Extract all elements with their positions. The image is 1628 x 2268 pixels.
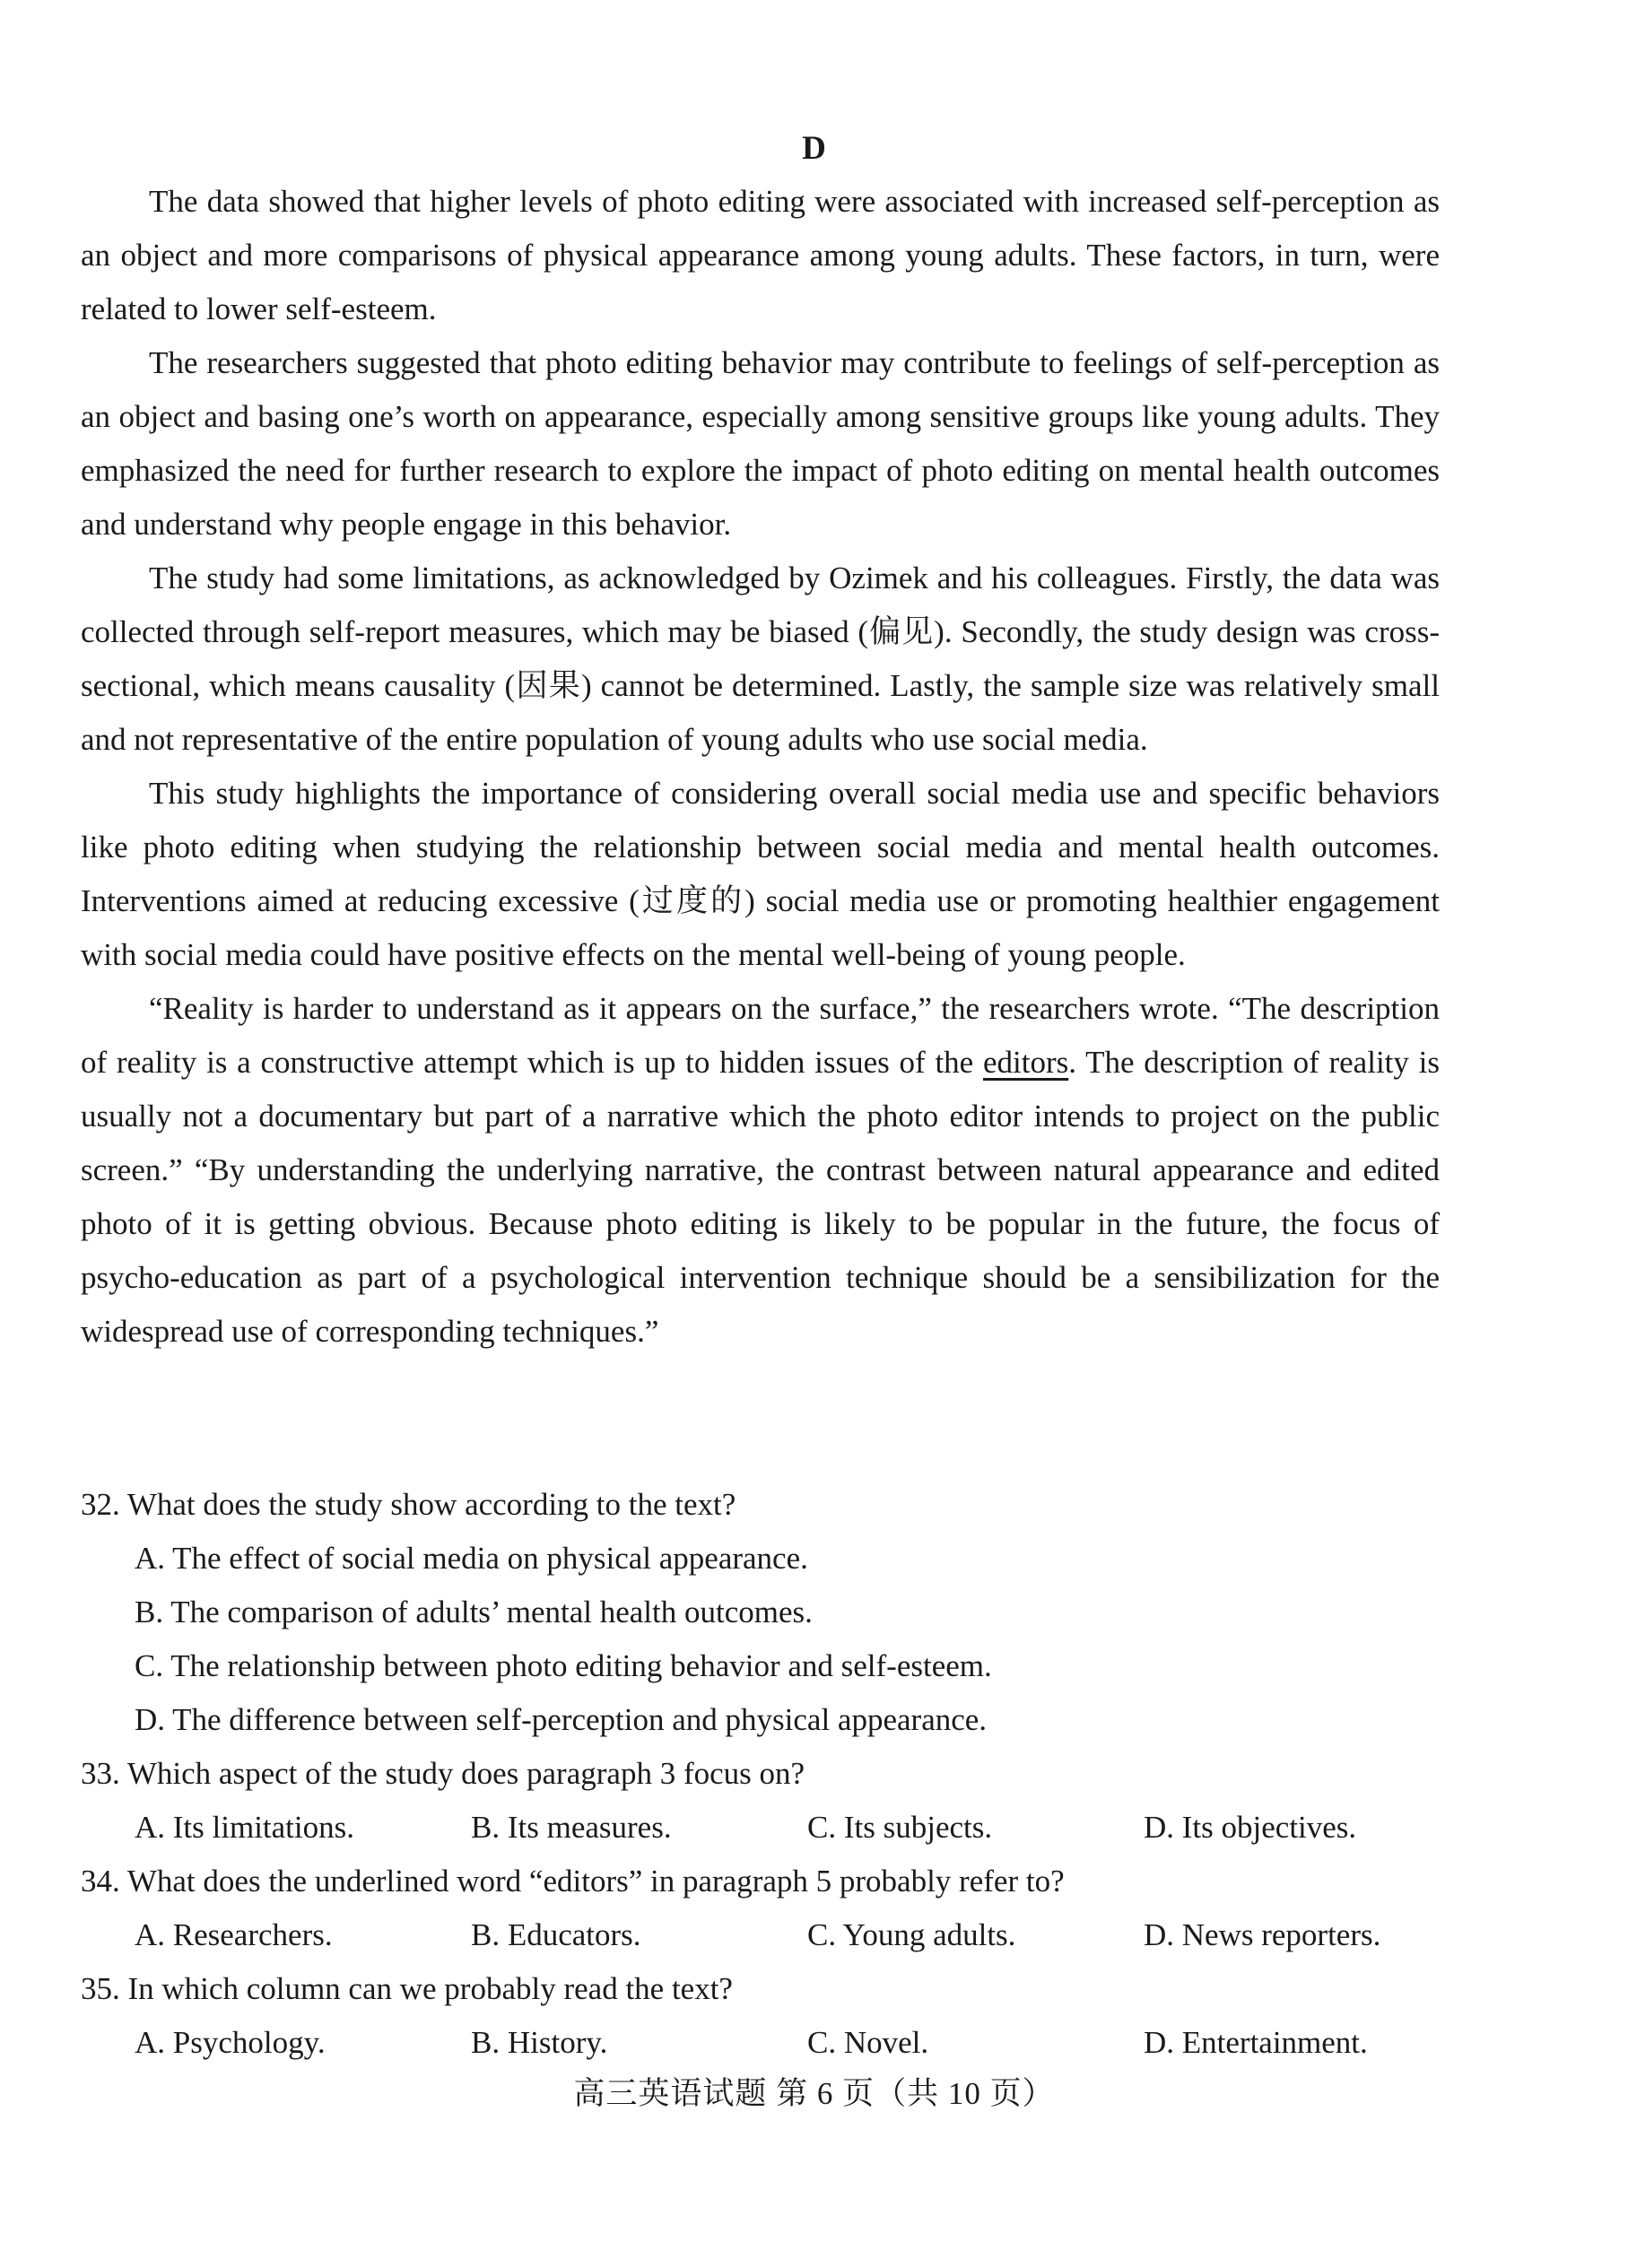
question-33 [81,1747,1440,1855]
option-d: D. Entertainment. [1144,2025,1368,2060]
paragraph-5-before: “Reality is harder to understand as it appears on the surface,” the researchers wrote. “The description of reality is a constructive attempt which is up to hidden issues of the [81,991,1440,1080]
question-stem: 34. What does the underlined word “editors” in paragraph 5 probably refer to? [81,1864,1065,1899]
question-34 [81,1855,1440,1962]
option-list [81,1532,1440,1747]
option-row [81,2016,1440,2070]
option-c: C. Young adults. [807,1917,1016,1952]
option-c: C. Novel. [807,2025,929,2060]
option-d: D. Its objectives. [1144,1810,1357,1845]
paragraph-1: The data showed that higher levels of photo editing were associated with increased self-perception as an object and more comparisons of physical appearance among young adults. These factors, in turn, were related to lower self-esteem. [81,184,1440,326]
page-footer: 高三英语试题 第 6 页（共 10 页） [573,2076,1055,2111]
option-a: A. Researchers. [135,1917,333,1952]
paragraph-5 [81,982,1440,1359]
question-stem: 35. In which column can we probably read the text? [81,1971,733,2006]
paragraph-3: The study had some limitations, as acknowledged by Ozimek and his colleagues. Firstly, the data was collected through self-report measures, which may be biased (偏见). Secondly, the study design was cross-sectional, which means causality (因果) cannot be determined. Lastly, the sample size was relatively small and not representative of the entire population of young adults who use social media. [81,560,1440,757]
option-b: B. The comparison of adults’ mental health outcomes. [135,1595,813,1629]
section-title: D [802,130,826,167]
option-row [81,1801,1440,1855]
option-a: A. The effect of social media on physical appearance. [135,1541,808,1576]
option-a: A. Its limitations. [135,1810,354,1845]
option-b: B. History. [471,2025,608,2060]
option-c: C. Its subjects. [807,1810,993,1845]
option-d: D. The difference between self-perception and physical appearance. [135,1702,988,1737]
option-row [81,1908,1440,1962]
paragraph-5-after: . The description of reality is usually not a documentary but part of a narrative which the photo editor intends to project on the public screen.” “By understanding the underlying narrative, the contrast between natural appearance and edited photo of it is getting obvious. Because photo editing is likely to be popular in the future, the focus of psycho-education as part of a psychological intervention technique should be a sensibilization for the widespread use of corresponding techniques.” [81,1045,1440,1349]
option-d: D. News reporters. [1144,1917,1381,1952]
option-b: B. Its measures. [471,1810,672,1845]
question-35 [81,1962,1440,2070]
question-stem: 33. Which aspect of the study does paragraph 3 focus on? [81,1756,805,1791]
question-stem: 32. What does the study show according to the text? [81,1487,736,1522]
option-b: B. Educators. [471,1917,641,1952]
option-a: A. Psychology. [135,2025,326,2060]
underlined-word-editors: editors [982,1045,1069,1080]
paragraph-2: The researchers suggested that photo editing behavior may contribute to feelings of self-perception as an object and basing one’s worth on appearance, especially among sensitive groups like young adults. They emphasized the need for further research to explore the impact of photo editing on mental health outcomes and understand why people engage in this behavior. [81,345,1440,542]
paragraph-4: This study highlights the importance of considering overall social media use and specific behaviors like photo editing when studying the relationship between social media and mental health outcomes. Interventions aimed at reducing excessive (过度的) social media use or promoting healthier engagement with social media could have positive effects on the mental well-being of young people. [81,776,1440,972]
option-c: C. The relationship between photo editing behavior and self-esteem. [135,1648,992,1683]
question-list [81,1478,1440,2070]
question-32 [81,1478,1440,1747]
reading-passage [81,175,1440,1359]
